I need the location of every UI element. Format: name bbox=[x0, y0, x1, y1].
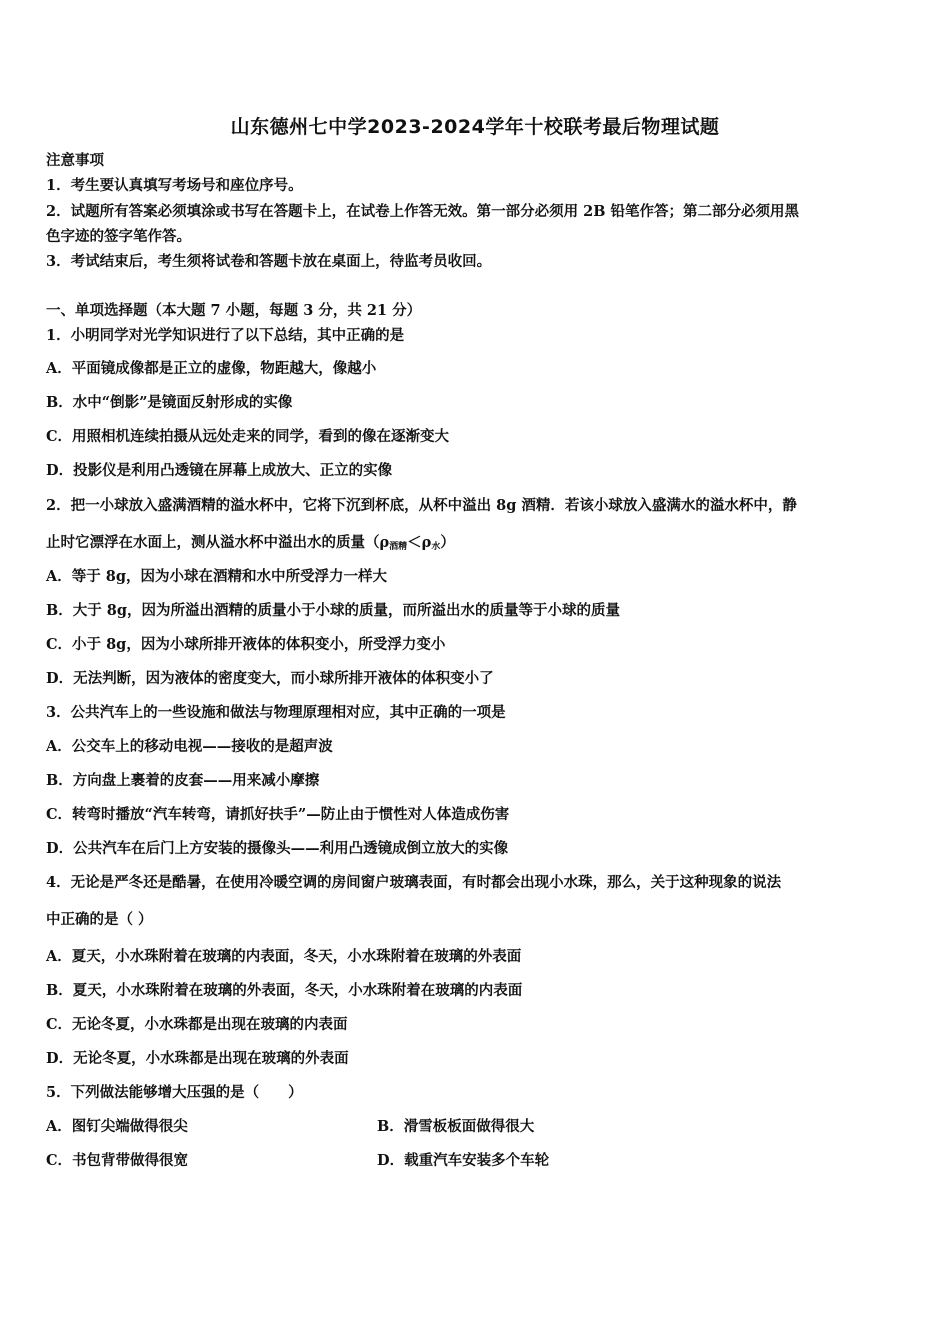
q2-sub-water: 水 bbox=[431, 542, 441, 552]
q3-option-c: C．转弯时播放“汽车转弯，请抓好扶手”—防止由于惯性对人体造成伤害 bbox=[46, 806, 510, 823]
q3-stem: 3．公共汽车上的一些设施和做法与物理原理相对应，其中正确的一项是 bbox=[46, 704, 506, 721]
q1-option-c: C．用照相机连续拍摄从远处走来的同学，看到的像在逐渐变大 bbox=[46, 428, 450, 445]
q3-option-d: D．公共汽车在后门上方安装的摄像头——利用凸透镜成倒立放大的实像 bbox=[46, 840, 509, 857]
q2-option-a: A．等于 8g，因为小球在酒精和水中所受浮力一样大 bbox=[46, 568, 388, 585]
notice-item-3: 3．考试结束后，考生须将试卷和答题卡放在桌面上，待监考员收回。 bbox=[46, 253, 492, 270]
page-title: 山东德州七中学2023-2024学年十校联考最后物理试题 bbox=[230, 116, 720, 138]
notice-item-2: 2．试题所有答案必须填涂或书写在答题卡上，在试卷上作答无效。第一部分必须用 2B 铅笔作答；第二部分必须用黑 bbox=[46, 203, 800, 220]
q5-stem: 5．下列做法能够增大压强的是（ ） bbox=[46, 1084, 303, 1101]
q4-stem-line1: 4．无论是严冬还是酷暑，在使用冷暖空调的房间窗户玻璃表面，有时都会出现小水珠，那么，关于这种现象的说法 bbox=[46, 874, 782, 891]
q5-option-d: D．载重汽车安装多个车轮 bbox=[377, 1152, 550, 1169]
q1-option-b: B．水中“倒影”是镜面反射形成的实像 bbox=[46, 394, 293, 411]
q4-option-d: D．无论冬夏，小水珠都是出现在玻璃的外表面 bbox=[46, 1050, 349, 1067]
notice-item-1: 1．考生要认真填写考场号和座位序号。 bbox=[46, 177, 303, 194]
q1-option-a: A．平面镜成像都是正立的虚像，物距越大，像越小 bbox=[46, 360, 377, 377]
q5-option-b: B．滑雪板板面做得很大 bbox=[377, 1118, 535, 1135]
q4-stem-line2: 中正确的是（ ） bbox=[46, 911, 153, 928]
q4-option-b: B．夏天，小水珠附着在玻璃的外表面，冬天，小水珠附着在玻璃的内表面 bbox=[46, 982, 523, 999]
q5-option-c: C．书包背带做得很宽 bbox=[46, 1152, 189, 1169]
q2-option-b: B．大于 8g，因为所溢出酒精的质量小于小球的质量，而所溢出水的质量等于小球的质量 bbox=[46, 602, 621, 619]
q2-stem-line1: 2．把一小球放入盛满酒精的溢水杯中，它将下沉到杯底，从杯中溢出 8g 酒精．若该小球放入盛满水的溢水杯中，静 bbox=[46, 497, 797, 514]
q3-option-a: A．公交车上的移动电视——接收的是超声波 bbox=[46, 738, 333, 755]
q2-sub-alcohol: 酒精 bbox=[389, 542, 408, 552]
q1-option-d: D．投影仪是利用凸透镜在屏幕上成放大、正立的实像 bbox=[46, 462, 393, 479]
notice-heading: 注意事项 bbox=[46, 152, 104, 169]
q4-option-c: C．无论冬夏，小水珠都是出现在玻璃的内表面 bbox=[46, 1016, 348, 1033]
q2-option-c: C．小于 8g，因为小球所排开液体的体积变小，所受浮力变小 bbox=[46, 636, 446, 653]
q1-stem: 1．小明同学对光学知识进行了以下总结，其中正确的是 bbox=[46, 327, 405, 344]
q2-stem-line2: 止时它漂浮在水面上，测从溢水杯中溢出水的质量$(\rho_{酒精}<\rho_水)$ bbox=[46, 534, 455, 552]
notice-item-2-cont: 色字迹的签字笔作答。 bbox=[46, 228, 191, 245]
q5-option-a: A．图钉尖端做得很尖 bbox=[46, 1118, 188, 1135]
q4-option-a: A．夏天，小水珠附着在玻璃的内表面，冬天，小水珠附着在玻璃的外表面 bbox=[46, 948, 522, 965]
q3-option-b: B．方向盘上裹着的皮套——用来减小摩擦 bbox=[46, 772, 320, 789]
section-heading: 一、单项选择题（本大题 7 小题，每题 3 分，共 21 分） bbox=[46, 302, 422, 319]
q2-option-d: D．无法判断，因为液体的密度变大，而小球所排开液体的体积变小了 bbox=[46, 670, 494, 687]
